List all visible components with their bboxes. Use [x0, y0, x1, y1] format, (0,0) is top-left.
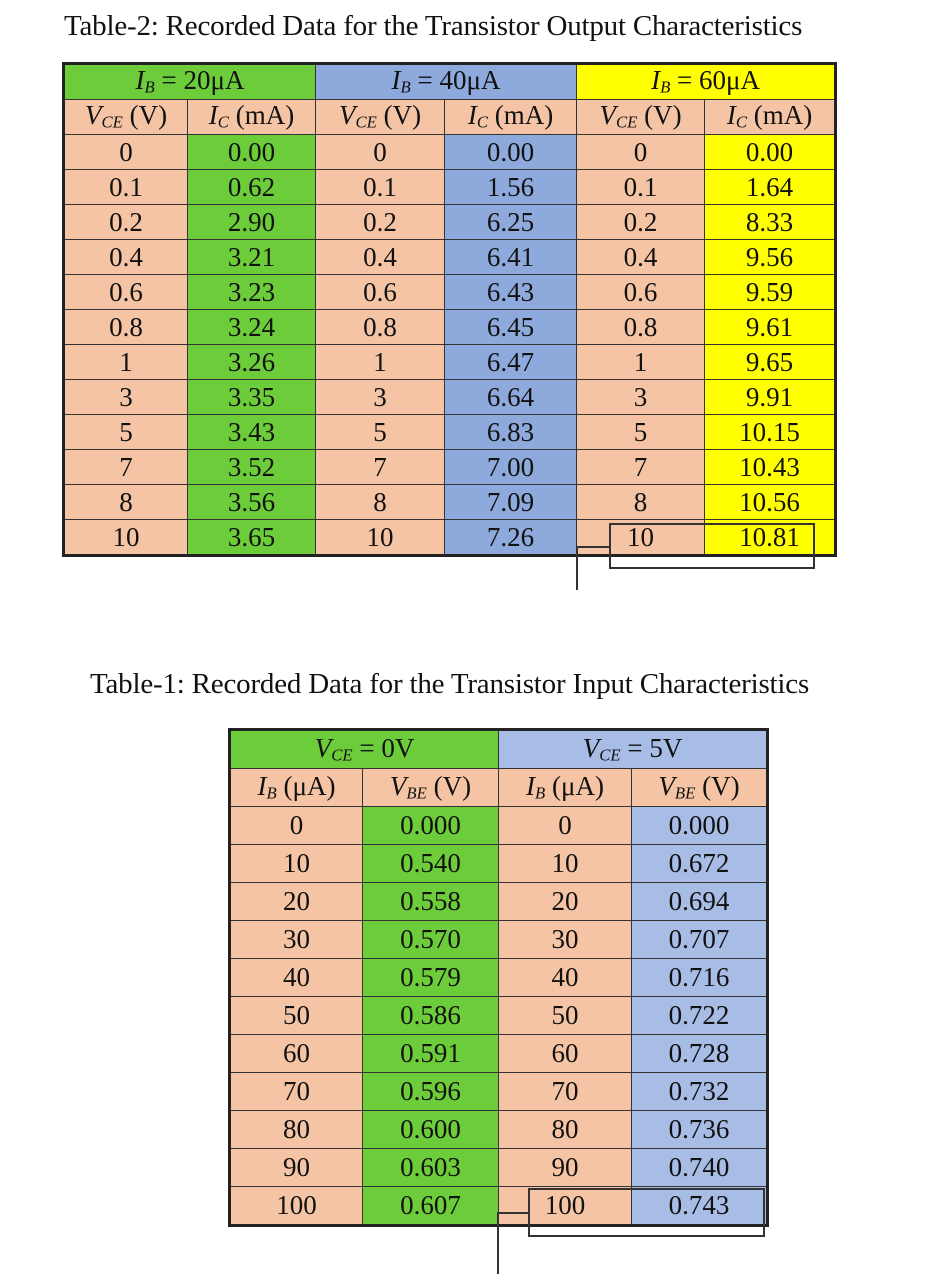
cell-ic: 10.43	[705, 450, 836, 485]
col-header-vce: $V_{CE}$ (V)	[577, 100, 705, 135]
cell-vce: 0.1	[316, 170, 445, 205]
table-row	[230, 845, 768, 883]
cell-vce: 10	[316, 520, 445, 556]
cell-ib: 80	[230, 1111, 363, 1149]
cell-vce: 10	[64, 520, 188, 556]
annotation-line	[497, 1212, 499, 1274]
group-header-ib-40: $I_B = 40\mu A$	[316, 64, 577, 100]
cell-vbe: 0.600	[363, 1111, 499, 1149]
cell-ic: 3.24	[188, 310, 316, 345]
cell-vce: 3	[64, 380, 188, 415]
col-header-ic: $I_C$ (mA)	[445, 100, 577, 135]
cell-vbe: 0.591	[363, 1035, 499, 1073]
cell-vbe: 0.603	[363, 1149, 499, 1187]
table-row	[230, 1111, 768, 1149]
annotation-line	[576, 546, 578, 590]
group-header-ib-20: $I_B = 20\mu A$	[64, 64, 316, 100]
table-row	[64, 170, 836, 205]
cell-vce: 0	[577, 135, 705, 170]
table-row	[64, 275, 836, 310]
cell-vce: 0.8	[577, 310, 705, 345]
cell-vce: 5	[316, 415, 445, 450]
cell-ib: 80	[499, 1111, 632, 1149]
cell-ib: 0	[499, 807, 632, 845]
cell-vce: 5	[577, 415, 705, 450]
annotation-line	[576, 546, 611, 548]
cell-ic: 9.56	[705, 240, 836, 275]
highlight-box	[528, 1188, 765, 1237]
cell-ib: 100	[499, 1187, 632, 1226]
cell-ib: 90	[499, 1149, 632, 1187]
cell-vce: 0	[64, 135, 188, 170]
cell-ic: 9.61	[705, 310, 836, 345]
cell-ic: 10.15	[705, 415, 836, 450]
cell-vce: 5	[64, 415, 188, 450]
cell-ib: 30	[499, 921, 632, 959]
table1-body	[230, 807, 768, 1226]
cell-ic: 3.35	[188, 380, 316, 415]
cell-vce: 0.1	[64, 170, 188, 205]
highlight-box	[609, 523, 815, 569]
cell-vce: 7	[64, 450, 188, 485]
table-row	[230, 959, 768, 997]
cell-vce: 3	[316, 380, 445, 415]
cell-vbe: 0.000	[363, 807, 499, 845]
column-header-row	[64, 100, 836, 135]
input-characteristics-table	[228, 728, 769, 1227]
cell-vce: 0.1	[577, 170, 705, 205]
cell-ic: 7.00	[445, 450, 577, 485]
cell-ib: 20	[499, 883, 632, 921]
table-row	[230, 1035, 768, 1073]
cell-vce: 8	[577, 485, 705, 520]
col-header-ib: $I_B$ (μA)	[230, 769, 363, 807]
cell-vbe: 0.732	[632, 1073, 768, 1111]
table-row	[64, 310, 836, 345]
cell-ib: 70	[499, 1073, 632, 1111]
cell-vce: 0.8	[64, 310, 188, 345]
col-header-vce: $V_{CE}$ (V)	[64, 100, 188, 135]
cell-ic: 6.64	[445, 380, 577, 415]
cell-vbe: 0.607	[363, 1187, 499, 1226]
cell-ic: 9.59	[705, 275, 836, 310]
cell-vbe: 0.736	[632, 1111, 768, 1149]
table-row	[230, 807, 768, 845]
table2-caption: Table-2: Recorded Data for the Transistor Output Characteristics	[64, 10, 803, 42]
table1-caption: Table-1: Recorded Data for the Transistor Input Characteristics	[90, 668, 810, 700]
col-header-ic: $I_C$ (mA)	[705, 100, 836, 135]
cell-vbe: 0.707	[632, 921, 768, 959]
cell-ic: 6.83	[445, 415, 577, 450]
cell-ic: 3.52	[188, 450, 316, 485]
cell-vce: 0.6	[577, 275, 705, 310]
table2-body	[64, 135, 836, 556]
cell-ic: 0.00	[445, 135, 577, 170]
cell-ic: 6.25	[445, 205, 577, 240]
cell-vce: 0.4	[577, 240, 705, 275]
cell-vbe: 0.694	[632, 883, 768, 921]
cell-ic: 9.65	[705, 345, 836, 380]
table-row	[64, 415, 836, 450]
cell-vbe: 0.579	[363, 959, 499, 997]
col-header-vce: $V_{CE}$ (V)	[316, 100, 445, 135]
table-row	[64, 135, 836, 170]
cell-ic: 7.09	[445, 485, 577, 520]
table-row	[230, 883, 768, 921]
group-header-ib-60: $I_B = 60\mu A$	[577, 64, 836, 100]
cell-vbe: 0.540	[363, 845, 499, 883]
cell-ic: 0.00	[705, 135, 836, 170]
col-header-ib: $I_B$ (μA)	[499, 769, 632, 807]
cell-vbe: 0.672	[632, 845, 768, 883]
table-row	[230, 1073, 768, 1111]
cell-vce: 0.6	[64, 275, 188, 310]
cell-ic: 3.21	[188, 240, 316, 275]
col-header-ic: $I_C$ (mA)	[188, 100, 316, 135]
table-row	[64, 205, 836, 240]
cell-vbe: 0.722	[632, 997, 768, 1035]
cell-ib: 70	[230, 1073, 363, 1111]
cell-ic: 3.65	[188, 520, 316, 556]
cell-vce: 10	[577, 520, 705, 556]
cell-vce: 7	[316, 450, 445, 485]
cell-ic: 10.56	[705, 485, 836, 520]
cell-vbe: 0.586	[363, 997, 499, 1035]
table-row	[64, 240, 836, 275]
table-row	[64, 485, 836, 520]
col-header-vbe: $V_{BE}$ (V)	[363, 769, 499, 807]
cell-vce: 0	[316, 135, 445, 170]
output-characteristics-table	[62, 62, 837, 557]
cell-vce: 8	[316, 485, 445, 520]
table-row	[64, 380, 836, 415]
group-header-row	[230, 730, 768, 769]
cell-ic: 7.26	[445, 520, 577, 556]
table-row	[230, 1149, 768, 1187]
cell-vbe: 0.740	[632, 1149, 768, 1187]
cell-ib: 90	[230, 1149, 363, 1187]
cell-ib: 60	[230, 1035, 363, 1073]
column-header-row	[230, 769, 768, 807]
cell-vce: 7	[577, 450, 705, 485]
col-header-vbe: $V_{BE}$ (V)	[632, 769, 768, 807]
cell-vbe: 0.728	[632, 1035, 768, 1073]
cell-vce: 8	[64, 485, 188, 520]
cell-vce: 0.6	[316, 275, 445, 310]
cell-ic: 0.62	[188, 170, 316, 205]
group-header-vce-0: $V_{CE} = 0V$	[230, 730, 499, 769]
cell-ic: 6.43	[445, 275, 577, 310]
cell-vce: 1	[316, 345, 445, 380]
cell-ib: 50	[499, 997, 632, 1035]
table-row	[230, 921, 768, 959]
cell-ic: 6.47	[445, 345, 577, 380]
cell-ic: 2.90	[188, 205, 316, 240]
group-header-row	[64, 64, 836, 100]
cell-ic: 10.81	[705, 520, 836, 556]
cell-ic: 1.56	[445, 170, 577, 205]
cell-vce: 0.2	[64, 205, 188, 240]
cell-vbe: 0.743	[632, 1187, 768, 1226]
cell-ic: 3.26	[188, 345, 316, 380]
cell-vce: 0.4	[316, 240, 445, 275]
cell-ic: 0.00	[188, 135, 316, 170]
cell-vce: 1	[64, 345, 188, 380]
cell-vbe: 0.596	[363, 1073, 499, 1111]
cell-vbe: 0.558	[363, 883, 499, 921]
cell-vce: 3	[577, 380, 705, 415]
cell-vbe: 0.570	[363, 921, 499, 959]
cell-vce: 0.8	[316, 310, 445, 345]
annotation-line	[497, 1212, 530, 1214]
cell-ib: 20	[230, 883, 363, 921]
cell-ic: 6.45	[445, 310, 577, 345]
cell-vce: 0.4	[64, 240, 188, 275]
cell-ib: 10	[230, 845, 363, 883]
table-row	[64, 345, 836, 380]
cell-ic: 6.41	[445, 240, 577, 275]
cell-ic: 3.23	[188, 275, 316, 310]
cell-ib: 0	[230, 807, 363, 845]
cell-ib: 40	[499, 959, 632, 997]
cell-ic: 3.43	[188, 415, 316, 450]
cell-vce: 0.2	[316, 205, 445, 240]
cell-ib: 100	[230, 1187, 363, 1226]
group-header-vce-5: $V_{CE} = 5V$	[499, 730, 768, 769]
cell-ic: 3.56	[188, 485, 316, 520]
cell-vbe: 0.000	[632, 807, 768, 845]
cell-ic: 8.33	[705, 205, 836, 240]
cell-ic: 1.64	[705, 170, 836, 205]
cell-ib: 50	[230, 997, 363, 1035]
cell-ib: 10	[499, 845, 632, 883]
cell-ib: 30	[230, 921, 363, 959]
table-row	[230, 997, 768, 1035]
cell-vce: 0.2	[577, 205, 705, 240]
table-row	[64, 450, 836, 485]
cell-vce: 1	[577, 345, 705, 380]
cell-ic: 9.91	[705, 380, 836, 415]
cell-ib: 60	[499, 1035, 632, 1073]
cell-vbe: 0.716	[632, 959, 768, 997]
cell-ib: 40	[230, 959, 363, 997]
